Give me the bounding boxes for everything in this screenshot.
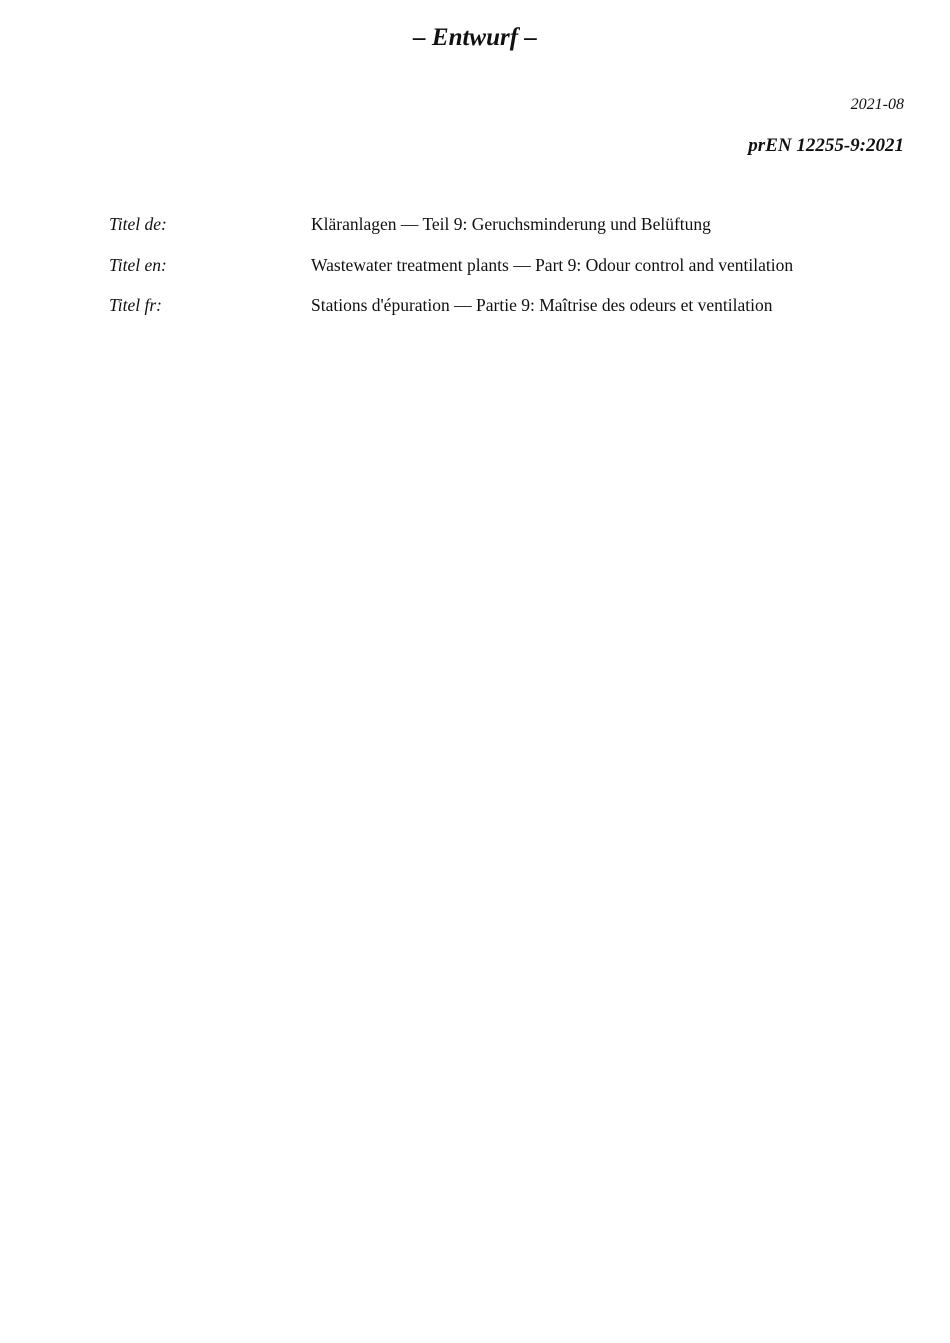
title-label-en: Titel en:: [109, 254, 167, 275]
title-value-de: Kläranlagen — Teil 9: Geruchsminderung und Belüftung: [311, 214, 711, 234]
title-list: [109, 214, 909, 336]
document-date: 2021-08: [850, 96, 904, 113]
draft-heading: – Entwurf –: [413, 24, 537, 51]
document-number: prEN 12255-9:2021: [748, 135, 904, 156]
title-row-en: [109, 255, 909, 296]
title-value-en: Wastewater treatment plants — Part 9: Odour control and ventilation: [311, 254, 794, 275]
title-label-de: Titel de:: [109, 214, 167, 234]
title-row-de: [109, 214, 909, 255]
title-row-fr: [109, 295, 909, 336]
title-value-fr: Stations d'épuration — Partie 9: Maîtrise des odeurs et ventilation: [311, 295, 773, 315]
title-label-fr: Titel fr:: [109, 295, 162, 315]
